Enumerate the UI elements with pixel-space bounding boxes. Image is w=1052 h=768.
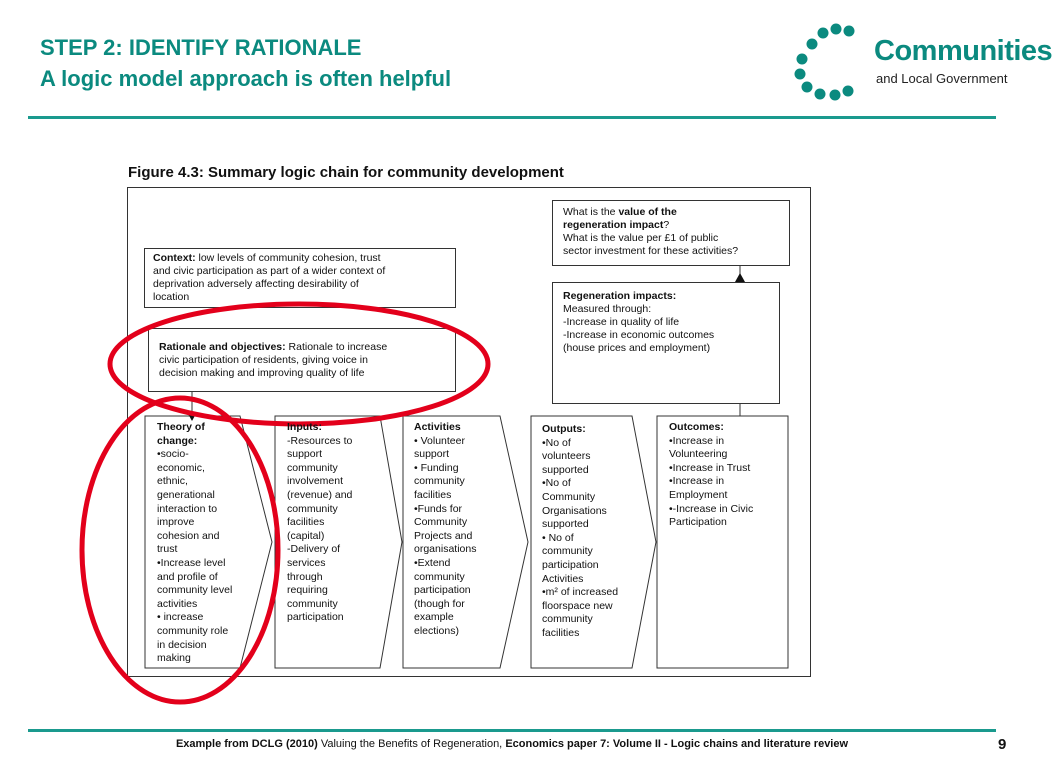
inputs-text: Inputs: -Resources to support community involvement (revenue) and community facilities (capital) -Delivery of services through requiring community participation [287, 421, 353, 624]
outputs-text: Outputs: •No of volunteers supported •No of Community Organisations supported • No of community participation Activities •m² of increased floorspace new community facilities [542, 423, 619, 639]
logo-subtitle: and Local Government [876, 71, 1008, 86]
footer-citation: Example from DCLG (2010) Valuing the Benefits of Regeneration, Economics paper 7: Volume II - Logic chains and literature review [175, 738, 849, 750]
impacts-arrowhead [735, 273, 745, 282]
rationale-highlight-circle [110, 304, 488, 424]
outcomes-text: Outcomes: •Increase in Volunteering •Increase in Trust •Increase in Employment •-Increase in Civic Participation [669, 421, 754, 529]
theory-of-change-text: Theory of change: •socio- economic, ethnic, generational interaction to improve cohesion and trust •Increase level and profile of community level activities • increase community role in decision making [157, 421, 233, 665]
context-box: Context: low levels of community cohesion, trust and civic participation as part of a wider context of deprivation adversely affecting desirability of location [144, 248, 456, 308]
page-number: 9 [998, 736, 1007, 753]
footer-divider [28, 729, 996, 732]
figure-title: Figure 4.3: Summary logic chain for community development [128, 164, 564, 181]
title-line-2: A logic model approach is often helpful [40, 66, 452, 91]
logo-wordmark: Communities [874, 35, 1052, 67]
activities-text: Activities • Volunteer support • Funding community facilities •Funds for Community Projects and organisations •Extend community participation (though for example elections) [414, 421, 477, 637]
rationale-box: Rationale and objectives: Rationale to increase civic participation of residents, giving voice in decision making and improving quality of life [148, 328, 456, 392]
value-question-box: What is the value of the regeneration impact? What is the value per £1 of public sector investment for these activities? [552, 200, 790, 266]
title-line-1: STEP 2: IDENTIFY RATIONALE [40, 35, 362, 60]
regeneration-impacts-box: Regeneration impacts: Measured through: -Increase in quality of life -Increase in economic outcomes (house prices and employment) [552, 282, 780, 404]
